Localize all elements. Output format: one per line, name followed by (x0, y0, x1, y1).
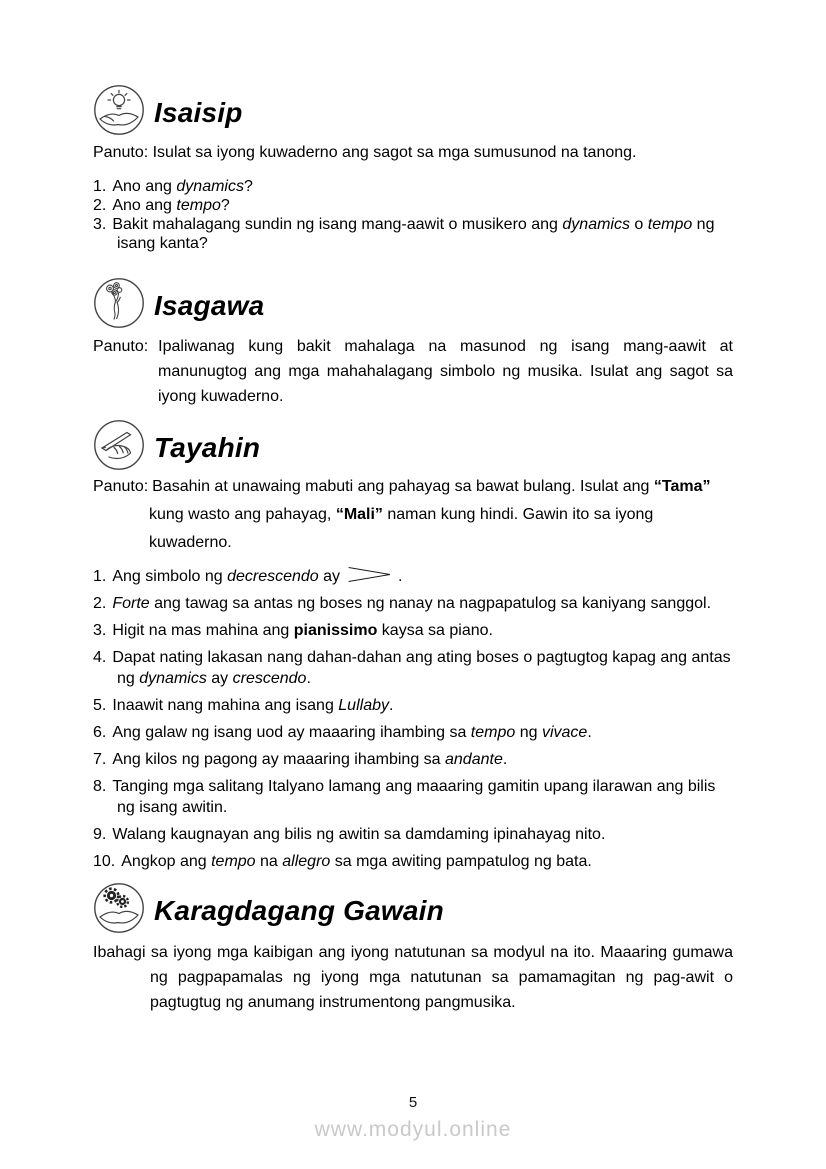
item-text: Ano ang tempo? (112, 197, 230, 214)
item-number: 7. (93, 751, 107, 768)
item-text: Walang kaugnayan ang bilis ng awitin sa damdaming ipinahayag nito. (112, 826, 606, 843)
list-item (93, 722, 733, 743)
item-text: Ang galaw ng isang uod ay maaaring ihambing sa tempo ng vivace. (112, 724, 592, 741)
section-header-isaisip (93, 84, 733, 136)
item-text: Angkop ang tempo na allegro sa mga awiting pampatulog ng bata. (121, 853, 592, 870)
section-title-isagawa: Isagawa (154, 290, 265, 321)
list-item (93, 647, 733, 689)
item-number: 3. (93, 622, 107, 639)
item-number: 6. (93, 724, 107, 741)
lightbulb-hand-icon (93, 84, 145, 136)
section-title-karagdagang-gawain: Karagdagang Gawain (154, 895, 444, 926)
item-number: 4. (93, 649, 107, 666)
tayahin-panuto (93, 473, 733, 557)
list-item (93, 593, 733, 614)
item-number: 1. (93, 178, 107, 195)
list-item (93, 695, 733, 716)
gears-hand-icon (93, 882, 145, 934)
watermark-url: www.modyul.online (314, 1118, 512, 1141)
list-item (93, 776, 733, 818)
section-header-tayahin (93, 419, 733, 471)
tayahin-statement-list (93, 566, 733, 872)
list-item (93, 566, 733, 587)
item-text: Ang kilos ng pagong ay maaaring ihambing sa andante. (112, 751, 508, 768)
item-text: Dapat nating lakasan nang dahan-dahan ang ating boses o pagtugtog kapag ang antas ng dynamics ay crescendo. (112, 649, 731, 687)
section-title-isaisip: Isaisip (154, 97, 243, 128)
list-item (93, 196, 733, 215)
item-number: 2. (93, 595, 107, 612)
panuto-label: Panuto: (93, 338, 149, 355)
item-text: Bakit mahalagang sundin ng isang mang-aawit o musikero ang dynamics o tempo ng isang kanta? (112, 216, 715, 252)
item-number: 8. (93, 778, 107, 795)
panuto-body: Ipaliwanag kung bakit mahalaga na masunod ng isang mang-aawit at manunugtog ang mga mahahalagang simbolo ng musika. Isulat ang sagot sa iyong kuwaderno. (158, 338, 733, 405)
item-text: Forte ang tawag sa antas ng boses ng nanay na nagpapatulog sa kaniyang sanggol. (112, 595, 712, 612)
flowers-hand-icon (93, 277, 145, 329)
item-text: Ang simbolo ng decrescendo ay . (112, 568, 403, 585)
section-title-tayahin: Tayahin (154, 432, 261, 463)
panuto-body: Basahin at unawaing mabuti ang pahayag sa bawat bulang. Isulat ang “Tama” kung wasto ang pahayag, “Mali” naman kung hindi. Gawin ito sa iyong kuwaderno. (149, 478, 711, 551)
list-item (93, 749, 733, 770)
panuto-label: Panuto: (93, 478, 149, 495)
section-karagdagang-gawain (93, 882, 733, 1015)
isaisip-panuto: Panuto: Isulat sa iyong kuwaderno ang sagot sa mga sumusunod na tanong. (93, 144, 637, 161)
list-item (93, 215, 733, 253)
section-tayahin (93, 419, 733, 872)
list-item (93, 620, 733, 641)
pen-hand-icon (93, 419, 145, 471)
section-isagawa (93, 277, 733, 409)
item-text: Inaawit nang mahina ang isang Lullaby. (112, 697, 394, 714)
item-number: 5. (93, 697, 107, 714)
isagawa-panuto (93, 334, 733, 409)
item-text: Ano ang dynamics? (112, 178, 253, 195)
section-isaisip (93, 84, 733, 253)
item-number: 10. (93, 853, 116, 870)
decrescendo-symbol (347, 567, 391, 583)
list-item (93, 177, 733, 196)
karagdagang-gawain-body: Ibahagi sa iyong mga kaibigan ang iyong natutunan sa modyul na ito. Maaaring gumawa ng pagpapamalas ng iyong mga natutunan sa pamamagitan ng pag-awit o pagtugtug ng anumang instrumentong pangmusika. (93, 944, 733, 1011)
section-header-karagdagang-gawain (93, 882, 733, 934)
isaisip-question-list (93, 177, 733, 253)
item-text: Tanging mga salitang Italyano lamang ang maaaring gamitin upang ilarawan ang bilis ng isang awitin. (112, 778, 716, 816)
page-number: 5 (408, 1094, 418, 1111)
item-number: 2. (93, 197, 107, 214)
item-number: 9. (93, 826, 107, 843)
item-number: 1. (93, 568, 107, 585)
item-number: 3. (93, 216, 107, 233)
list-item (93, 824, 733, 845)
item-text: Higit na mas mahina ang pianissimo kaysa sa piano. (112, 622, 493, 639)
list-item (93, 851, 733, 872)
section-header-isagawa (93, 277, 733, 329)
